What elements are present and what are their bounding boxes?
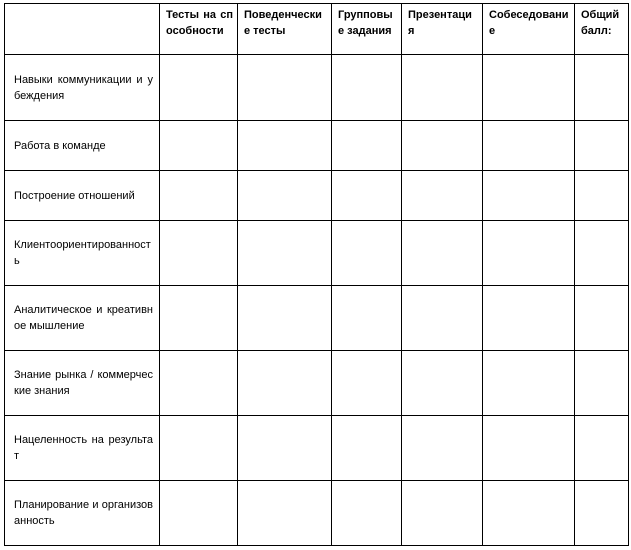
column-header-interview: Собеседование (483, 4, 575, 55)
column-header-group-tasks: Групповые задания (332, 4, 402, 55)
total-score-cell (575, 416, 629, 481)
row-label-market-knowledge: Знание рынка / коммерческие знания (5, 351, 160, 416)
score-cell (238, 221, 332, 286)
score-cell (160, 121, 238, 171)
column-header-ability-tests: Тесты на способности (160, 4, 238, 55)
score-cell (160, 351, 238, 416)
score-cell (160, 481, 238, 546)
total-score-cell (575, 171, 629, 221)
score-cell (238, 286, 332, 351)
score-cell (402, 221, 483, 286)
column-header-total-score: Общий балл: (575, 4, 629, 55)
table-row (5, 121, 629, 171)
score-cell (160, 286, 238, 351)
column-header-behavioral-tests: Поведенческие тесты (238, 4, 332, 55)
score-cell (238, 121, 332, 171)
score-cell (483, 121, 575, 171)
score-cell (332, 55, 402, 121)
total-score-cell (575, 351, 629, 416)
score-cell (238, 416, 332, 481)
score-cell (332, 481, 402, 546)
row-label-analytical-thinking: Аналитическое и креативное мышление (5, 286, 160, 351)
score-cell (483, 286, 575, 351)
total-score-cell (575, 55, 629, 121)
total-score-cell (575, 481, 629, 546)
total-score-cell (575, 286, 629, 351)
score-cell (483, 221, 575, 286)
score-cell (483, 481, 575, 546)
score-cell (332, 286, 402, 351)
table-row (5, 55, 629, 121)
score-cell (402, 481, 483, 546)
score-cell (332, 351, 402, 416)
table-row (5, 351, 629, 416)
row-label-relationship-building: Построение отношений (5, 171, 160, 221)
table-row (5, 286, 629, 351)
score-cell (238, 351, 332, 416)
score-cell (160, 416, 238, 481)
column-header-presentation: Презентация (402, 4, 483, 55)
table-row (5, 221, 629, 286)
score-cell (238, 171, 332, 221)
score-cell (402, 171, 483, 221)
score-cell (402, 55, 483, 121)
score-cell (238, 55, 332, 121)
row-label-teamwork: Работа в команде (5, 121, 160, 171)
score-cell (483, 55, 575, 121)
score-cell (160, 171, 238, 221)
row-label-client-orientation: Клиентоориентированность (5, 221, 160, 286)
score-cell (238, 481, 332, 546)
score-cell (483, 351, 575, 416)
score-cell (402, 351, 483, 416)
score-cell (402, 286, 483, 351)
score-cell (160, 55, 238, 121)
table-row (5, 481, 629, 546)
score-cell (160, 221, 238, 286)
score-cell (483, 416, 575, 481)
total-score-cell (575, 221, 629, 286)
assessment-matrix-table (4, 3, 629, 546)
table-row (5, 171, 629, 221)
score-cell (332, 171, 402, 221)
header-row (5, 4, 629, 55)
score-cell (332, 121, 402, 171)
row-label-communication: Навыки коммуникации и убеждения (5, 55, 160, 121)
score-cell (332, 416, 402, 481)
row-label-result-orientation: Нацеленность на результат (5, 416, 160, 481)
score-cell (483, 171, 575, 221)
corner-cell (5, 4, 160, 55)
score-cell (402, 121, 483, 171)
table-row (5, 416, 629, 481)
score-cell (332, 221, 402, 286)
score-cell (402, 416, 483, 481)
total-score-cell (575, 121, 629, 171)
row-label-planning: Планирование и организованность (5, 481, 160, 546)
